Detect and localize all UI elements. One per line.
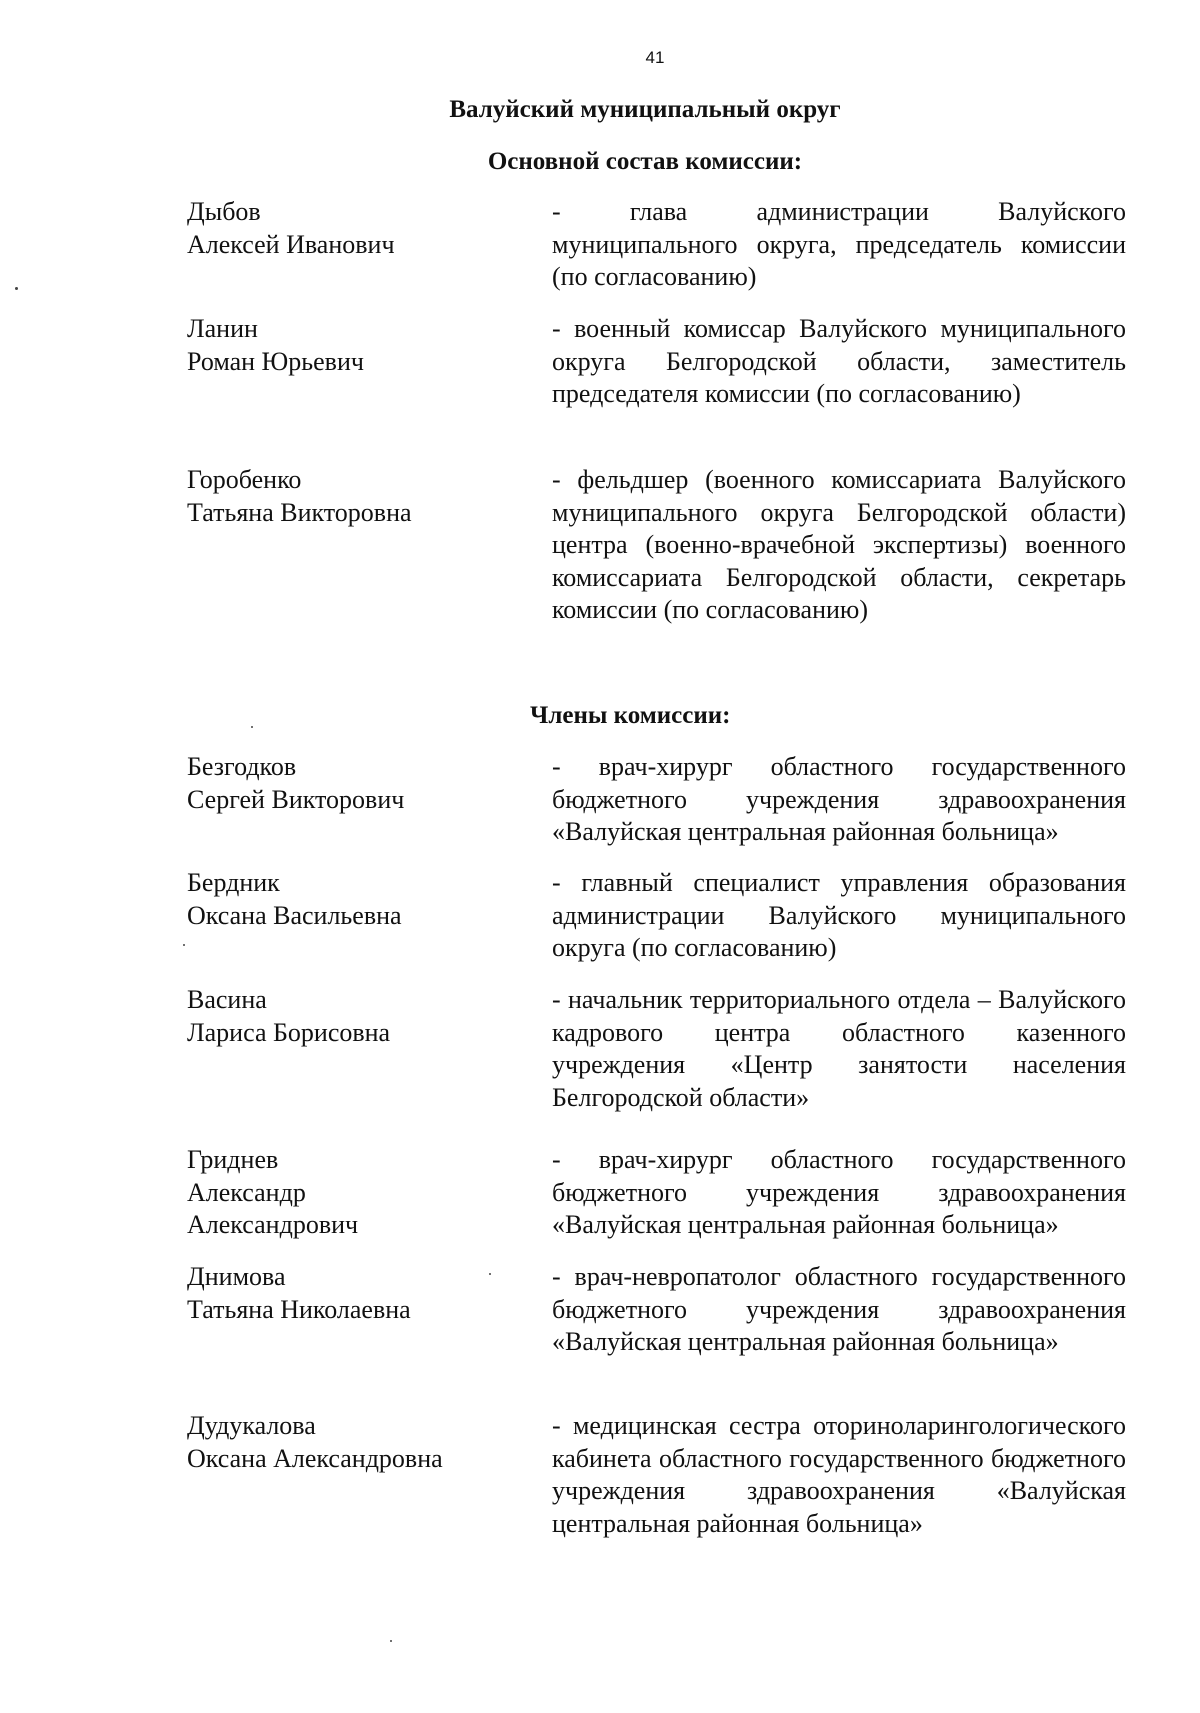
person-surname: Дудукалова bbox=[187, 1411, 316, 1440]
person-patronymic: Александрович bbox=[187, 1210, 359, 1239]
scan-speck bbox=[15, 287, 18, 290]
person-given-names: Александр bbox=[187, 1177, 306, 1207]
person-role: - глава администрации Валуйского муниципального округа, председатель комиссии (по согласованию) bbox=[552, 197, 1126, 291]
person-given-names: Татьяна Викторовна bbox=[187, 497, 412, 527]
person-role: - врач-невропатолог областного государственного бюджетного учреждения здравоохранения «Валуйская центральная районная больница» bbox=[552, 1262, 1126, 1356]
person-given-names: Сергей Викторович bbox=[187, 784, 405, 814]
person-role: - фельдшер (военного комиссариата Валуйского муниципального округа Белгородской области) центра (военно-врачебной экспертизы) военного комиссариата Белгородской области, секретарь комиссии (по согласованию) bbox=[552, 465, 1126, 624]
person-surname: Ланин bbox=[187, 314, 258, 343]
person-name bbox=[187, 464, 517, 529]
person-surname: Дыбов bbox=[187, 197, 261, 226]
scan-speck bbox=[489, 1273, 491, 1275]
person-role: - военный комиссар Валуйского муниципального округа Белгородской области, заместитель председателя комиссии (по согласованию) bbox=[552, 314, 1126, 408]
person-name bbox=[187, 313, 517, 378]
person-role: - начальник территориального отдела – Валуйского кадрового центра областного казенного учреждения «Центр занятости населения Белгородской области» bbox=[552, 985, 1126, 1112]
scan-speck bbox=[251, 726, 253, 728]
person-name bbox=[187, 1410, 517, 1475]
main-composition-heading: Основной состав комиссии: bbox=[487, 148, 803, 175]
scan-speck bbox=[183, 944, 185, 946]
person-given-names: Татьяна Николаевна bbox=[187, 1294, 411, 1324]
person-name bbox=[187, 751, 517, 816]
page-number: 41 bbox=[645, 48, 665, 67]
person-given-names: Алексей Иванович bbox=[187, 229, 395, 259]
person-given-names: Лариса Борисовна bbox=[187, 1017, 391, 1047]
person-name bbox=[187, 867, 517, 932]
person-name bbox=[187, 984, 517, 1049]
person-given-names: Оксана Александровна bbox=[187, 1443, 443, 1473]
person-surname: Гриднев bbox=[187, 1145, 279, 1174]
person-role: - врач-хирург областного государственного бюджетного учреждения здравоохранения «Валуйская центральная районная больница» bbox=[552, 752, 1126, 846]
scan-speck bbox=[390, 1640, 392, 1642]
person-surname: Безгодков bbox=[187, 752, 297, 781]
person-surname: Горобенко bbox=[187, 465, 302, 494]
person-surname: Днимова bbox=[187, 1262, 286, 1291]
person-surname: Бердник bbox=[187, 868, 280, 897]
person-given-names: Роман Юрьевич bbox=[187, 346, 364, 376]
person-role: - врач-хирург областного государственного бюджетного учреждения здравоохранения «Валуйская центральная районная больница» bbox=[552, 1145, 1126, 1239]
person-given-names: Оксана Васильевна bbox=[187, 900, 402, 930]
person-name bbox=[187, 1261, 517, 1326]
members-heading: Члены комиссии: bbox=[530, 702, 731, 729]
person-surname: Васина bbox=[187, 985, 267, 1014]
person-role: - главный специалист управления образования администрации Валуйского муниципального округа (по согласованию) bbox=[552, 868, 1126, 962]
person-name bbox=[187, 1144, 517, 1242]
person-role: - медицинская сестра оториноларингологического кабинета областного государственного бюджетного учреждения здравоохранения «Валуйская центральная районная больница» bbox=[552, 1411, 1126, 1538]
person-name bbox=[187, 196, 517, 261]
district-title: Валуйский муниципальный округ bbox=[449, 96, 841, 123]
